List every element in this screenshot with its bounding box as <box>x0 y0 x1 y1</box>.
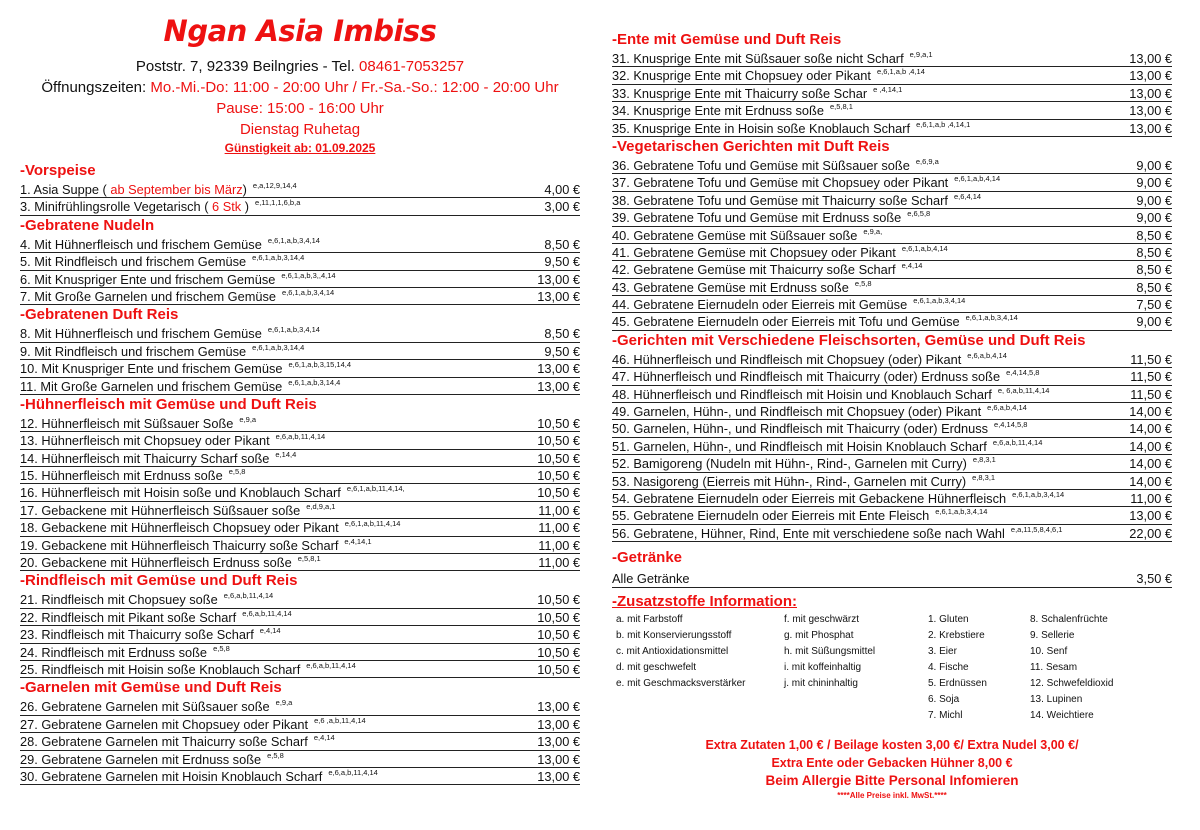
menu-item-price: 8,50 € <box>1136 227 1172 243</box>
menu-item <box>20 591 580 608</box>
allergen-code: e,6,a,b,11,4,14 <box>223 591 274 601</box>
item-highlight: 6 Stk <box>212 199 242 215</box>
item-text: 14. Hühnerfleisch mit Thaicurry Scharf soße <box>20 450 270 466</box>
allergen-code: e,8,3,1 <box>972 472 996 482</box>
phone-number: 08461-7053257 <box>359 58 465 75</box>
menu-item-price: 13,00 € <box>1129 68 1172 84</box>
allergen-code: e,5,8 <box>854 278 872 288</box>
menu-item-price: 9,00 € <box>1136 192 1172 208</box>
additives-title: -Zusatzstoffe Information: <box>612 592 797 610</box>
allergen-code: e,5,8,1 <box>297 554 321 564</box>
item-text: 53. Nasigoreng (Eierreis mit Hühn-, Rind-, Garnelen mit Curry) <box>612 473 967 489</box>
menu-item-price: 13,00 € <box>537 734 580 750</box>
allergen-code: e,6,1,a,b,3,15,14,4 <box>288 360 352 370</box>
item-text: 22. Rindfleisch mit Pikant soße Scharf <box>20 609 237 625</box>
item-text: 18. Gebackene mit Hühnerfleisch Chopsuey oder Pikant <box>20 520 339 536</box>
item-text: 35. Knusprige Ente in Hoisin soße Knoblauch Scharf <box>612 120 911 136</box>
menu-item-price: 11,50 € <box>1130 369 1172 385</box>
item-text: 3. Minifrühlingsrolle Vegetarisch ( <box>20 199 213 215</box>
menu-item-name <box>20 554 321 573</box>
menu-item <box>20 751 580 768</box>
allergen-code: e,6,4,14 <box>953 191 982 201</box>
section-title: -Vegetarischen Gerichten mit Duft Reis <box>612 137 890 155</box>
menu-item <box>612 296 1172 313</box>
section-title: -Gerichten mit Verschiedene Fleischsorten, Gemüse und Duft Reis <box>612 331 1086 349</box>
menu-item-price: 9,50 € <box>544 343 580 359</box>
menu-item <box>612 455 1172 472</box>
menu-item <box>20 644 580 661</box>
menu-item-price: 13,00 € <box>537 361 580 377</box>
item-text: 6. Mit Knuspriger Ente und frischem Gemüse <box>20 271 276 287</box>
item-text: 38. Gebratene Tofu und Gemüse mit Thaicurry soße Scharf <box>612 192 948 208</box>
additives-info <box>612 612 1172 721</box>
menu-item <box>20 360 580 377</box>
info-entry: 12. Schwefeldioxid <box>1030 677 1114 689</box>
menu-item <box>612 174 1172 191</box>
menu-item <box>612 244 1172 261</box>
address-line <box>20 56 580 77</box>
rest-day: Dienstag Ruhetag <box>239 121 361 138</box>
menu-item-name <box>612 120 970 139</box>
section-title: -Gebratene Nudeln <box>20 216 155 234</box>
item-text: 41. Gebratene Gemüse mit Chopsuey oder Pikant <box>612 244 896 260</box>
allergen-code: e,6,1,a,b,4,14 <box>954 174 1001 184</box>
allergen-code: e,6,1,a,b,3,4,14 <box>267 235 320 245</box>
item-text: 34. Knusprige Ente mit Erdnuss soße <box>612 103 824 119</box>
item-text: 56. Gebratene, Hühner, Rind, Ente mit verschiedene soße nach Wahl <box>612 525 1005 541</box>
menu-item-price: 11,00 € <box>538 555 580 571</box>
menu-item <box>612 85 1172 102</box>
info-entry: a. mit Farbstoff <box>616 613 683 625</box>
section-title: -Vorspeise <box>20 162 96 179</box>
allergen-code: e,11,1,1,6,b,a <box>255 198 301 208</box>
allergen-code: e,a,12,9,14,4 <box>252 181 297 190</box>
menu-item <box>612 313 1172 330</box>
menu-item-price: 4,00 € <box>544 182 580 197</box>
allergen-code: e,6,1,a,b,11,4,14, <box>346 484 405 494</box>
allergen-code: e,6,1,a,b,3,4,14 <box>935 507 988 517</box>
info-entry: 9. Sellerie <box>1030 629 1075 641</box>
menu-item <box>612 120 1172 137</box>
item-text: 8. Mit Hühnerfleisch und frischem Gemüse <box>20 326 262 342</box>
menu-item <box>20 253 580 270</box>
vat-notice: ****Alle Preise inkl. MwSt.**** <box>837 790 947 800</box>
menu-item <box>20 378 580 395</box>
allergen-code: e,4,14,5,8 <box>994 420 1028 430</box>
menu-item <box>20 716 580 733</box>
item-text: 33. Knusprige Ente mit Thaicurry soße Schar <box>612 85 868 101</box>
menu-item <box>612 438 1172 455</box>
allergen-code: e,6,1,a,b,3,4,14 <box>913 296 966 306</box>
opening-hours <box>20 77 580 98</box>
item-text: 13. Hühnerfleisch mit Chopsuey oder Pikant <box>20 433 270 449</box>
item-text: 11. Mit Große Garnelen und frischem Gemüse <box>20 378 283 394</box>
allergen-code: e,6,1,a,b,3,4,14 <box>1012 489 1065 499</box>
item-text: 30. Gebratene Garnelen mit Hoisin Knoblauch Scharf <box>20 768 323 784</box>
menu-item <box>612 279 1172 296</box>
item-text: 25. Rindfleisch mit Hoisin soße Knoblauch Scharf <box>20 661 301 677</box>
menu-item-price: 10,50 € <box>537 468 580 484</box>
allergen-code: e, 6,a,b,11,4,14 <box>997 385 1050 395</box>
pause-time: Pause: 15:00 - 16:00 Uhr <box>216 100 384 117</box>
info-entry: j. mit chininhaltig <box>784 677 858 689</box>
allergens-list <box>928 612 987 724</box>
menu-item-price: 9,00 € <box>1136 314 1172 330</box>
menu-item <box>612 420 1172 437</box>
item-text: 15. Hühnerfleisch mit Erdnuss soße <box>20 468 223 484</box>
menu-item-price: 13,00 € <box>537 271 580 287</box>
menu-item <box>20 181 580 198</box>
menu-item-price: 13,00 € <box>537 768 580 784</box>
allergen-code: e,6,1,a,b,4,14 <box>901 243 948 253</box>
item-text: 27. Gebratene Garnelen mit Chopsuey oder Pikant <box>20 716 309 732</box>
menu-item-name <box>20 288 334 307</box>
restaurant-title: Ngan Asia Imbiss <box>163 14 437 48</box>
menu-item-price: 7,50 € <box>1136 297 1172 313</box>
item-text: 26. Gebratene Garnelen mit Süßsauer soße <box>20 699 270 715</box>
allergens-list-2 <box>1030 612 1113 724</box>
item-text: 16. Hühnerfleisch mit Hoisin soße und Knoblauch Scharf <box>20 485 341 501</box>
menu-item <box>612 102 1172 119</box>
item-text: 47. Hühnerfleisch und Rindfleisch mit Thaicurry (oder) Erdnuss soße <box>612 369 1001 385</box>
menu-item <box>612 490 1172 507</box>
item-text: 39. Gebratene Tofu und Gemüse mit Erdnuss soße <box>612 210 902 226</box>
menu-item-price: 13,00 € <box>1129 120 1172 136</box>
opening-hours-value: Mo.-Mi.-Do: 11:00 - 20:00 Uhr / Fr.-Sa.-So.: 12:00 - 20:00 Uhr <box>150 79 559 96</box>
info-entry: 10. Senf <box>1030 645 1068 657</box>
menu-item-name <box>612 525 1062 544</box>
item-text: 51. Garnelen, Hühn-, und Rindfleisch mit Hoisin Knoblauch Scharf <box>612 438 987 454</box>
allergen-code: e,6 ,a,b,11,4,14 <box>314 715 366 725</box>
allergen-code: e ,4,14,1 <box>873 84 903 94</box>
menu-item-price: 8,50 € <box>1136 262 1172 278</box>
menu-item-price: 11,00 € <box>538 520 580 536</box>
right-column <box>612 0 1172 802</box>
menu-item-price: 10,50 € <box>537 485 580 501</box>
allergen-code: e,6,1,a,b,3,4,14 <box>282 287 335 297</box>
item-text: 21. Rindfleisch mit Chopsuey soße <box>20 592 218 608</box>
allergen-code: e,4,14 <box>313 733 335 743</box>
menu-item-price: 10,50 € <box>537 450 580 466</box>
menu-item <box>20 415 580 432</box>
menu-item <box>612 351 1172 368</box>
info-entry: 6. Soja <box>928 693 960 705</box>
item-text: 4. Mit Hühnerfleisch und frischem Gemüse <box>20 236 262 252</box>
item-text: 44. Gebratene Eiernudeln oder Eierreis mit Gemüse <box>612 297 908 313</box>
menu-item <box>20 450 580 467</box>
allergen-code: e,6,a,b,11,4,14 <box>328 767 378 777</box>
item-text: 40. Gebratene Gemüse mit Süßsauer soße <box>612 227 858 243</box>
menu-item <box>612 261 1172 278</box>
menu-item-price: 8,50 € <box>544 236 580 252</box>
info-entry: 13. Lupinen <box>1030 693 1083 705</box>
menu-item-price: 10,50 € <box>537 661 580 677</box>
allergen-code: e,6,1,a,b,3,4,14 <box>267 325 320 335</box>
left-column <box>20 0 580 785</box>
item-text: 50. Garnelen, Hühn-, und Rindfleisch mit Thaicurry (oder) Erdnuss <box>612 421 989 437</box>
item-text: 12. Hühnerfleisch mit Süßsauer Soße <box>20 415 234 431</box>
menu-item-price: 13,00 € <box>537 288 580 304</box>
menu-item-price: 11,50 € <box>1130 351 1172 367</box>
menu-item <box>20 626 580 643</box>
menu-item <box>612 67 1172 84</box>
item-text: 32. Knusprige Ente mit Chopsuey oder Pikant <box>612 68 871 84</box>
item-text-end: ) <box>241 199 250 215</box>
item-text: 28. Gebratene Garnelen mit Thaicurry soße Scharf <box>20 734 308 750</box>
section-title: -Gebratenen Duft Reis <box>20 306 179 324</box>
allergen-code: e,6,1,a,b ,4,14 <box>876 67 925 77</box>
menu-item <box>20 198 580 215</box>
menu-item <box>20 537 580 554</box>
item-text: 48. Hühnerfleisch und Rindfleisch mit Hoisin und Knoblauch Scharf <box>612 386 992 402</box>
allergen-code: e,6,a,b,4,14 <box>987 403 1027 413</box>
item-text: 42. Gebratene Gemüse mit Thaicurry soße Scharf <box>612 262 896 278</box>
allergen-code: e,4,14 <box>901 261 923 271</box>
menu-item <box>612 525 1172 542</box>
item-text: 29. Gebratene Garnelen mit Erdnuss soße <box>20 751 262 767</box>
allergen-code: e,d,9,a,1 <box>306 501 336 511</box>
valid-from: Günstigkeit ab: 01.09.2025 <box>224 141 376 155</box>
item-text: 54. Gebratene Eiernudeln oder Eierreis mit Gebackene Hühnerfleisch <box>612 490 1007 506</box>
menu-item <box>20 768 580 785</box>
allergen-code: e,6,1,a,b,3,14,4 <box>252 253 305 263</box>
menu-item <box>20 661 580 678</box>
menu-item <box>612 386 1172 403</box>
menu-item <box>20 271 580 288</box>
menu-item <box>20 432 580 449</box>
section-title: -Hühnerfleisch mit Gemüse und Duft Reis <box>20 395 317 413</box>
item-text: 37. Gebratene Tofu und Gemüse mit Chopsuey oder Pikant <box>612 175 949 191</box>
allergen-code: e,8,3,1 <box>972 455 996 465</box>
menu-item <box>20 733 580 750</box>
info-entry: e. mit Geschmacksverstärker <box>616 677 746 689</box>
menu-item-price: 8,50 € <box>544 326 580 342</box>
menu-item <box>20 554 580 571</box>
extra-duck-line: Extra Ente oder Gebacken Hühner 8,00 € <box>771 755 1013 770</box>
info-entry: 14. Weichtiere <box>1030 709 1094 721</box>
menu-item <box>612 227 1172 244</box>
menu-item-price: 14,00 € <box>1129 404 1172 420</box>
menu-item <box>20 467 580 484</box>
allergen-code: e,4,14 <box>259 626 281 636</box>
allergen-code: e,6,1,a,b,11,4,14 <box>344 519 401 529</box>
item-text: 20. Gebackene mit Hühnerfleisch Erdnuss soße <box>20 555 292 571</box>
info-entry: 5. Erdnüssen <box>928 677 987 689</box>
left-menu-sections <box>20 161 580 785</box>
item-text: 23. Rindfleisch mit Thaicurry soße Scharf <box>20 627 254 643</box>
allergen-code: e,4,14,1 <box>344 536 372 546</box>
allergen-code: e,9,a, <box>863 226 883 236</box>
item-text: 36. Gebratene Tofu und Gemüse mit Süßsauer soße <box>612 157 910 173</box>
item-text: 7. Mit Große Garnelen und frischem Gemüse <box>20 288 277 304</box>
allergen-code: e,6,a,b,4,14 <box>967 350 1007 360</box>
item-text: 31. Knusprige Ente mit Süßsauer soße nicht Scharf <box>612 51 904 66</box>
menu-item <box>20 484 580 501</box>
menu-item <box>20 236 580 253</box>
menu-item-price: 10,50 € <box>537 592 580 608</box>
info-entry: 4. Fische <box>928 661 969 673</box>
menu-item-price: 10,50 € <box>537 433 580 449</box>
item-text: 52. Bamigoreng (Nudeln mit Hühn-, Rind-, Garnelen mit Curry) <box>612 456 967 472</box>
allergen-code: e,14,4 <box>275 449 297 459</box>
menu-item <box>612 368 1172 385</box>
menu-item-price: 9,00 € <box>1136 210 1172 226</box>
menu-item-price: 8,50 € <box>1136 244 1172 260</box>
drinks-label: Alle Getränke <box>612 571 690 587</box>
item-text: 9. Mit Rindfleisch und frischem Gemüse <box>20 343 247 359</box>
drinks-section-title: -Getränke <box>612 549 683 567</box>
item-text: 1. Asia Suppe ( <box>20 182 111 197</box>
menu-header <box>20 14 580 157</box>
allergen-code: e,5,8 <box>228 467 246 477</box>
info-entry: d. mit geschwefelt <box>616 661 697 673</box>
menu-item <box>612 507 1172 524</box>
menu-item <box>612 157 1172 174</box>
info-entry: 7. Michl <box>928 709 963 721</box>
menu-item-price: 13,00 € <box>537 716 580 732</box>
item-text: 10. Mit Knuspriger Ente und frischem Gemüse <box>20 361 283 377</box>
allergen-code: e,5,8 <box>213 643 230 653</box>
menu-item <box>612 50 1172 67</box>
allergen-code: e,6,5,8 <box>907 209 931 219</box>
allergen-code: e,a,11,5,8,4,6,1 <box>1010 524 1063 534</box>
menu-item-price: 13,00 € <box>537 378 580 394</box>
allergy-notice: Beim Allergie Bitte Personal Infomieren <box>765 772 1019 788</box>
menu-item <box>20 698 580 715</box>
menu-item <box>612 209 1172 226</box>
allergen-code: e,5,8 <box>267 750 284 760</box>
menu-item-price: 14,00 € <box>1129 456 1172 472</box>
menu-item-price: 13,00 € <box>537 699 580 715</box>
drinks-price: 3,50 € <box>1136 571 1172 587</box>
allergen-code: e,6,1,a,b,3,4,14 <box>965 313 1018 323</box>
menu-item-price: 14,00 € <box>1129 473 1172 489</box>
info-entry: 1. Gluten <box>928 613 969 625</box>
menu-item <box>20 325 580 342</box>
allergen-code: e,6,1,a,b,3,14,4 <box>252 342 305 352</box>
allergen-code: e,9,a,1 <box>909 50 933 59</box>
item-text: 49. Garnelen, Hühn-, und Rindfleisch mit Chopsuey (oder) Pikant <box>612 404 982 420</box>
menu-item-price: 11,00 € <box>1130 490 1172 506</box>
info-entry: b. mit Konservierungsstoff <box>616 629 732 641</box>
allergen-code: e,5,8,1 <box>829 102 853 112</box>
allergen-code: e,6,1,a,b,3,14,4 <box>288 377 341 387</box>
allergen-code: e,4,14,5,8 <box>1006 368 1040 378</box>
info-entry: h. mit Süßungsmittel <box>784 645 876 657</box>
info-entry: 3. Eier <box>928 645 957 657</box>
section-title: -Garnelen mit Gemüse und Duft Reis <box>20 679 282 697</box>
menu-item-name <box>20 768 378 787</box>
info-entry: f. mit geschwärzt <box>784 613 860 625</box>
section-title: -Ente mit Gemüse und Duft Reis <box>612 31 842 48</box>
menu-item-price: 14,00 € <box>1129 421 1172 437</box>
opening-hours-label: Öffnungszeiten: <box>41 79 151 96</box>
menu-item-name <box>612 313 1018 332</box>
footer-notes <box>612 736 1172 802</box>
allergen-code: e,6,9,a <box>915 156 939 166</box>
item-text-end: ) <box>242 182 247 197</box>
menu-item <box>612 192 1172 209</box>
menu-item-price: 10,50 € <box>537 609 580 625</box>
menu-item-name <box>20 661 356 680</box>
menu-item <box>20 519 580 536</box>
item-text: 17. Gebackene mit Hühnerfleisch Süßsauer soße <box>20 502 301 518</box>
additives-list-2 <box>784 612 875 692</box>
allergen-code: e,6,a,b,11,4,14 <box>992 437 1043 447</box>
allergen-code: e,6,1,a,b,3,,4,14 <box>281 270 336 280</box>
menu-item <box>20 502 580 519</box>
menu-item-price: 10,50 € <box>537 627 580 643</box>
info-entry: 2. Krebstiere <box>928 629 985 641</box>
menu-item-price: 13,00 € <box>1129 85 1172 101</box>
menu-item-price: 3,00 € <box>544 199 580 215</box>
extra-prices-line: Extra Zutaten 1,00 € / Beilage kosten 3,00 €/ Extra Nudel 3,00 €/ <box>705 737 1079 752</box>
menu-item-price: 14,00 € <box>1129 438 1172 454</box>
menu-item <box>20 609 580 626</box>
allergen-code: e,6,a,b,11,4,14 <box>306 660 356 670</box>
menu-item-price: 11,00 € <box>538 502 580 518</box>
menu-item-price: 13,00 € <box>1129 103 1172 119</box>
info-entry: 8. Schalenfrüchte <box>1030 613 1108 625</box>
menu-item <box>612 403 1172 420</box>
menu-item-price: 9,50 € <box>544 254 580 270</box>
menu-item-price: 22,00 € <box>1129 525 1172 541</box>
info-entry: i. mit koffeinhaltig <box>784 661 862 673</box>
allergen-code: e,9,a <box>275 698 293 708</box>
section-title: -Rindfleisch mit Gemüse und Duft Reis <box>20 572 298 590</box>
info-entry: c. mit Antioxidationsmittel <box>616 645 729 657</box>
address: Poststr. 7, 92339 Beilngries - Tel. <box>135 58 360 75</box>
menu-item <box>20 288 580 305</box>
menu-item-price: 13,00 € <box>1129 51 1172 66</box>
menu-item-price: 10,50 € <box>537 415 580 431</box>
item-text: 24. Rindfleisch mit Erdnuss soße <box>20 644 208 660</box>
right-menu-sections <box>612 30 1172 542</box>
item-text: 55. Gebratene Eiernudeln oder Eierreis mit Ente Fleisch <box>612 508 930 524</box>
menu-item-price: 11,00 € <box>538 537 580 553</box>
menu-item-price: 9,00 € <box>1136 157 1172 173</box>
item-text: 43. Gebratene Gemüse mit Erdnuss soße <box>612 279 849 295</box>
menu-item-name <box>20 378 340 397</box>
menu-item-price: 8,50 € <box>1136 279 1172 295</box>
allergen-code: e,6,a,b,11,4,14 <box>275 432 326 442</box>
item-highlight: ab September bis März <box>110 182 243 197</box>
item-text: 19. Gebackene mit Hühnerfleisch Thaicurry soße Scharf <box>20 537 339 553</box>
allergen-code: e,6,a,b,11,4,14 <box>242 608 292 618</box>
additives-list <box>616 612 745 692</box>
menu-item-price: 9,00 € <box>1136 175 1172 191</box>
info-entry: g. mit Phosphat <box>784 629 854 641</box>
menu-item-price: 13,00 € <box>1129 508 1172 524</box>
menu-item-price: 11,50 € <box>1130 386 1172 402</box>
item-text: 45. Gebratene Eiernudeln oder Eierreis mit Tofu und Gemüse <box>612 314 960 330</box>
drinks-row <box>612 570 1172 587</box>
menu-item <box>612 473 1172 490</box>
menu-item-name <box>20 198 300 217</box>
item-text: 5. Mit Rindfleisch und frischem Gemüse <box>20 254 247 270</box>
menu-item-price: 10,50 € <box>537 644 580 660</box>
allergen-code: e,9,a <box>239 414 257 424</box>
menu-item <box>20 343 580 360</box>
allergen-code: e,6,1,a,b ,4,14,1 <box>916 119 971 129</box>
item-text: 46. Hühnerfleisch und Rindfleisch mit Chopsuey (oder) Pikant <box>612 351 962 367</box>
info-entry: 11. Sesam <box>1030 661 1078 673</box>
menu-item-price: 13,00 € <box>537 751 580 767</box>
